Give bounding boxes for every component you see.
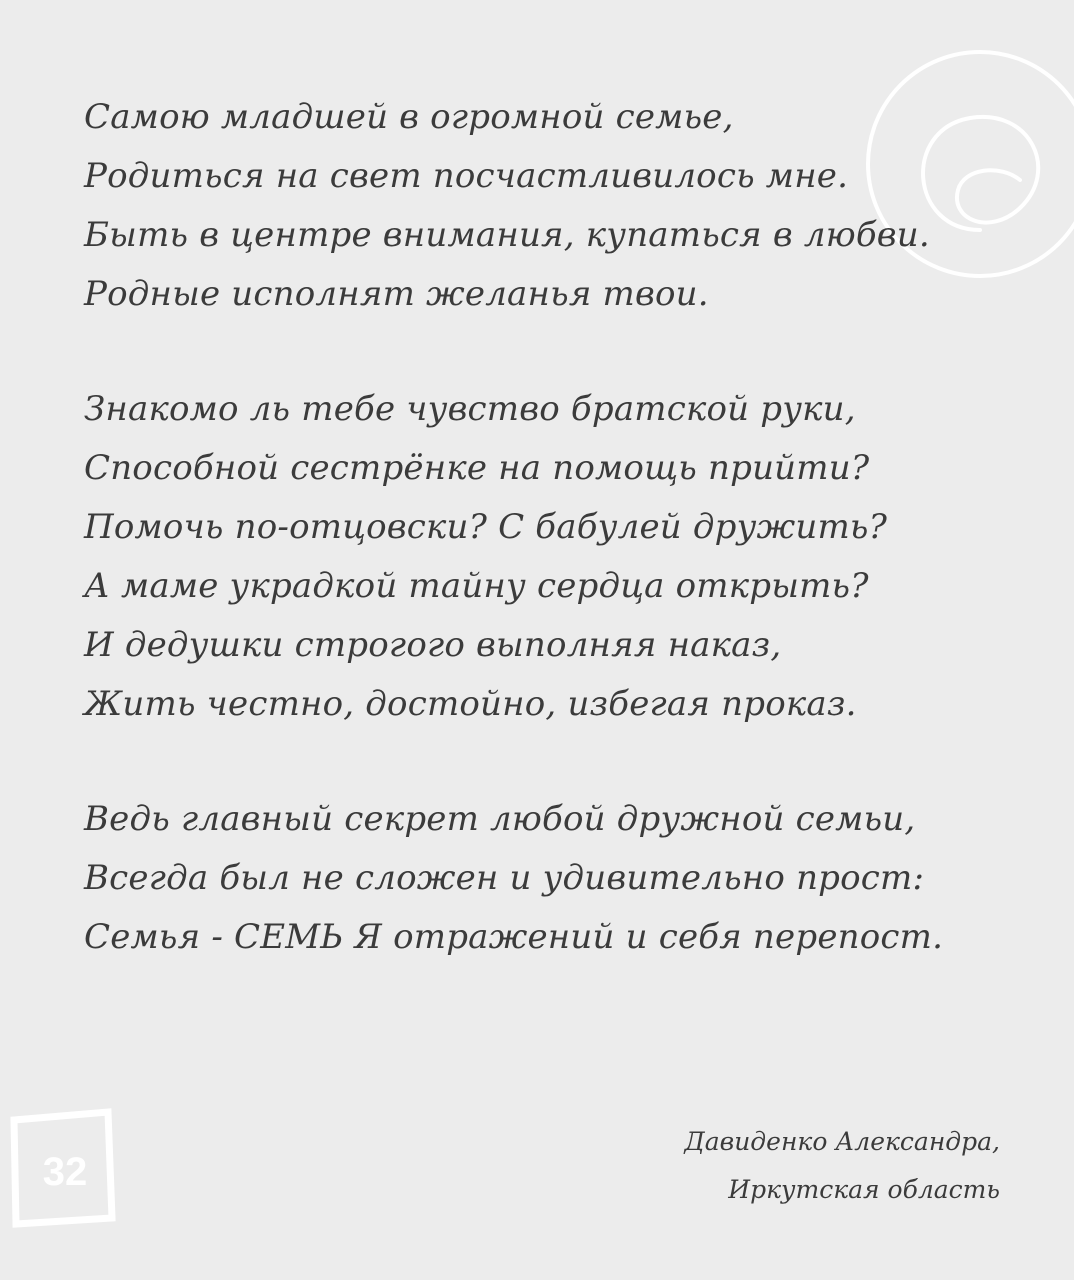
poem-line: Родные исполнят желанья твои. <box>84 274 709 314</box>
poem-line: Семья - СЕМЬ Я отражений и себя перепост. <box>84 917 944 957</box>
stanza-2 <box>84 380 984 734</box>
poem-line: Родиться на свет посчастливилось мне. <box>84 156 849 196</box>
poem-line: Быть в центре внимания, купаться в любви. <box>84 215 930 255</box>
poem-line: Ведь главный секрет любой дружной семьи, <box>84 799 916 839</box>
poem-line: Знакомо ль тебе чувство братской руки, <box>84 389 856 429</box>
author-signature <box>684 1118 1000 1214</box>
author-region: Иркутская область <box>728 1175 1000 1204</box>
poem-line: Всегда был не сложен и удивительно прост: <box>84 858 925 898</box>
poem-text <box>84 88 984 1023</box>
poem-line: И дедушки строгого выполняя наказ, <box>84 625 782 665</box>
stanza-3 <box>84 790 984 967</box>
poem-line: Способной сестрёнке на помощь прийти? <box>84 448 870 488</box>
stanza-1 <box>84 88 984 324</box>
page-number: 32 <box>42 1150 88 1194</box>
poem-line: А маме украдкой тайну сердца открыть? <box>84 566 869 606</box>
poem-line: Помочь по-отцовски? С бабулей дружить? <box>84 507 888 547</box>
poem-line: Жить честно, достойно, избегая проказ. <box>84 684 857 724</box>
author-name: Давиденко Александра, <box>684 1127 1000 1156</box>
poem-line: Самою младшей в огромной семье, <box>84 97 734 137</box>
